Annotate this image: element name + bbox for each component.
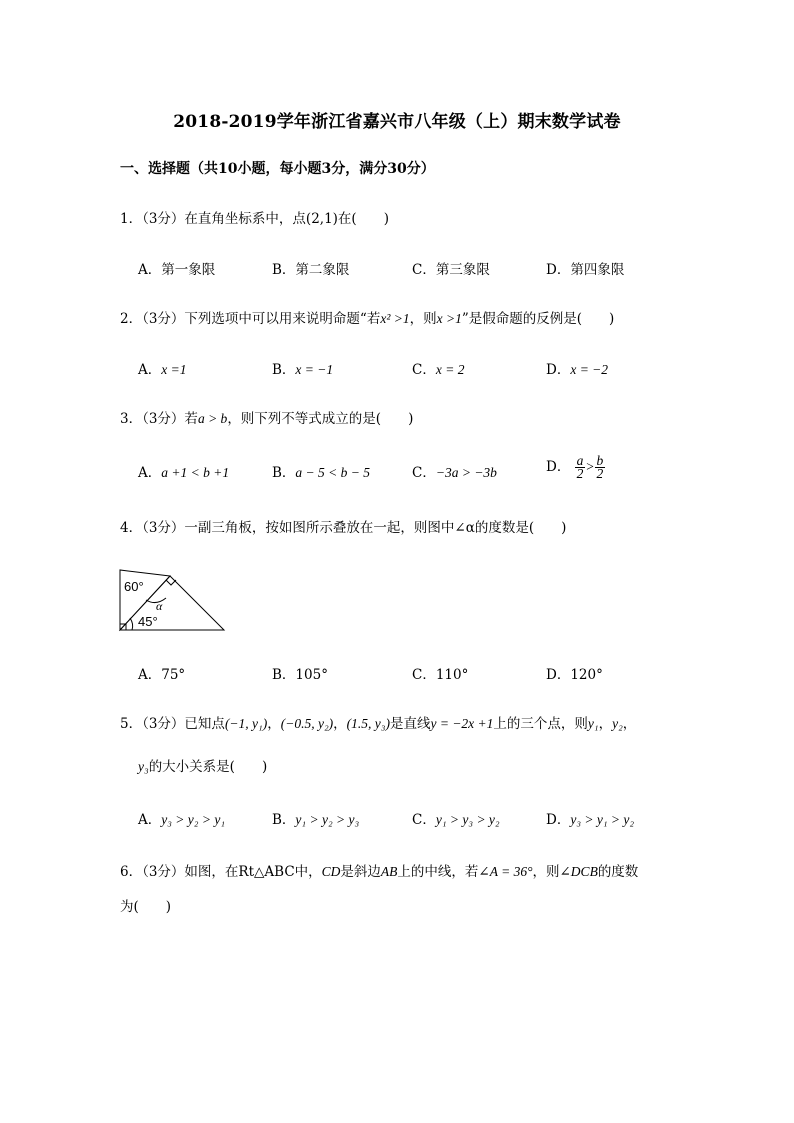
- q5-point-1: (−1, y₁): [224, 716, 268, 731]
- q3-option-a: A．a +1 < b +1: [138, 465, 230, 481]
- q5-point-3: (1.5, y₃): [346, 716, 390, 731]
- q2-option-d: D．x = −2: [546, 362, 609, 378]
- q1-option-b: B．第二象限: [272, 262, 350, 278]
- q3-option-c: C．−3a > −3b: [412, 465, 497, 481]
- q2-option-b: B．x = −1: [272, 362, 334, 378]
- q1-option-a: A．第一象限: [138, 262, 216, 278]
- question-5-stem-line2: y₃的大小关系是( ): [138, 759, 268, 775]
- question-3-stem: 3．（3分）若a > b，则下列不等式成立的是( ): [120, 411, 414, 427]
- q2-stem-b: ，则: [409, 311, 437, 327]
- q3-condition: a > b: [197, 411, 228, 426]
- q3-fraction-b: $\frac{b}{2}$: [596, 453, 604, 481]
- triangle-figure: [116, 568, 228, 634]
- figure-label-45: 45°: [138, 614, 158, 629]
- figure-label-60: 60°: [124, 579, 144, 594]
- figure-label-alpha: α: [156, 599, 163, 613]
- q2-option-c: C．x = 2: [412, 362, 465, 378]
- question-6-stem-line2: 为( ): [120, 899, 172, 915]
- q5-option-c: C．y₁ > y₃ > y₂: [412, 812, 500, 828]
- question-2-stem: [120, 307, 614, 327]
- q4-option-c: C．110°: [412, 667, 469, 683]
- q3-option-b: B．a − 5 < b − 5: [272, 465, 371, 481]
- question-1-stem: 1．（3分）在直角坐标系中，点(2,1)在( ): [120, 211, 389, 227]
- q5-option-b: B．y₁ > y₂ > y₃: [272, 812, 360, 828]
- question-5-stem: 5．（3分）已知点(−1, y₁)，(−0.5, y₂)，(1.5, y₃)是直线y = −2x +1上的三个点，则y₁，y₂，: [120, 716, 637, 732]
- q2-stem-a: 2．（3分）下列选项中可以用来说明命题“若: [120, 311, 381, 327]
- q1-option-d: D．第四象限: [546, 262, 625, 278]
- page-title: 2018-2019学年浙江省嘉兴市八年级（上）期末数学试卷: [173, 112, 621, 132]
- q2-condition-2: x >1: [436, 311, 462, 326]
- q4-option-d: D．120°: [546, 667, 603, 683]
- q4-option-b: B．105°: [272, 667, 328, 683]
- q5-line-equation: y = −2x +1: [430, 716, 494, 731]
- question-6-stem: 6．（3分）如图，在Rt△ABC中，CD是斜边AB上的中线，若∠A = 36°，则∠DCB的度数: [120, 864, 639, 880]
- q5-option-a: A．y₃ > y₂ > y₁: [138, 812, 226, 828]
- question-4-stem: 4．（3分）一副三角板，按如图所示叠放在一起，则图中∠α的度数是( ): [120, 520, 567, 536]
- q5-point-2: (−0.5, y₂): [280, 716, 334, 731]
- q2-stem-c: ”是假命题的反例是( ): [461, 311, 615, 327]
- q3-fraction-a: $\frac{a}{2}$: [576, 453, 584, 481]
- q4-option-a: A．75°: [138, 667, 186, 683]
- q1-option-c: C．第三象限: [412, 262, 490, 278]
- q3-option-d: D． $\frac{a}{2}$ > $\frac{b}{2}$: [546, 453, 604, 481]
- q5-option-d: D．y₃ > y₁ > y₂: [546, 812, 635, 828]
- q2-option-a: A．x =1: [138, 362, 187, 378]
- section-title: 一、选择题（共10小题，每小题3分，满分30分）: [120, 161, 435, 177]
- q2-condition-1: x² >1: [380, 311, 410, 326]
